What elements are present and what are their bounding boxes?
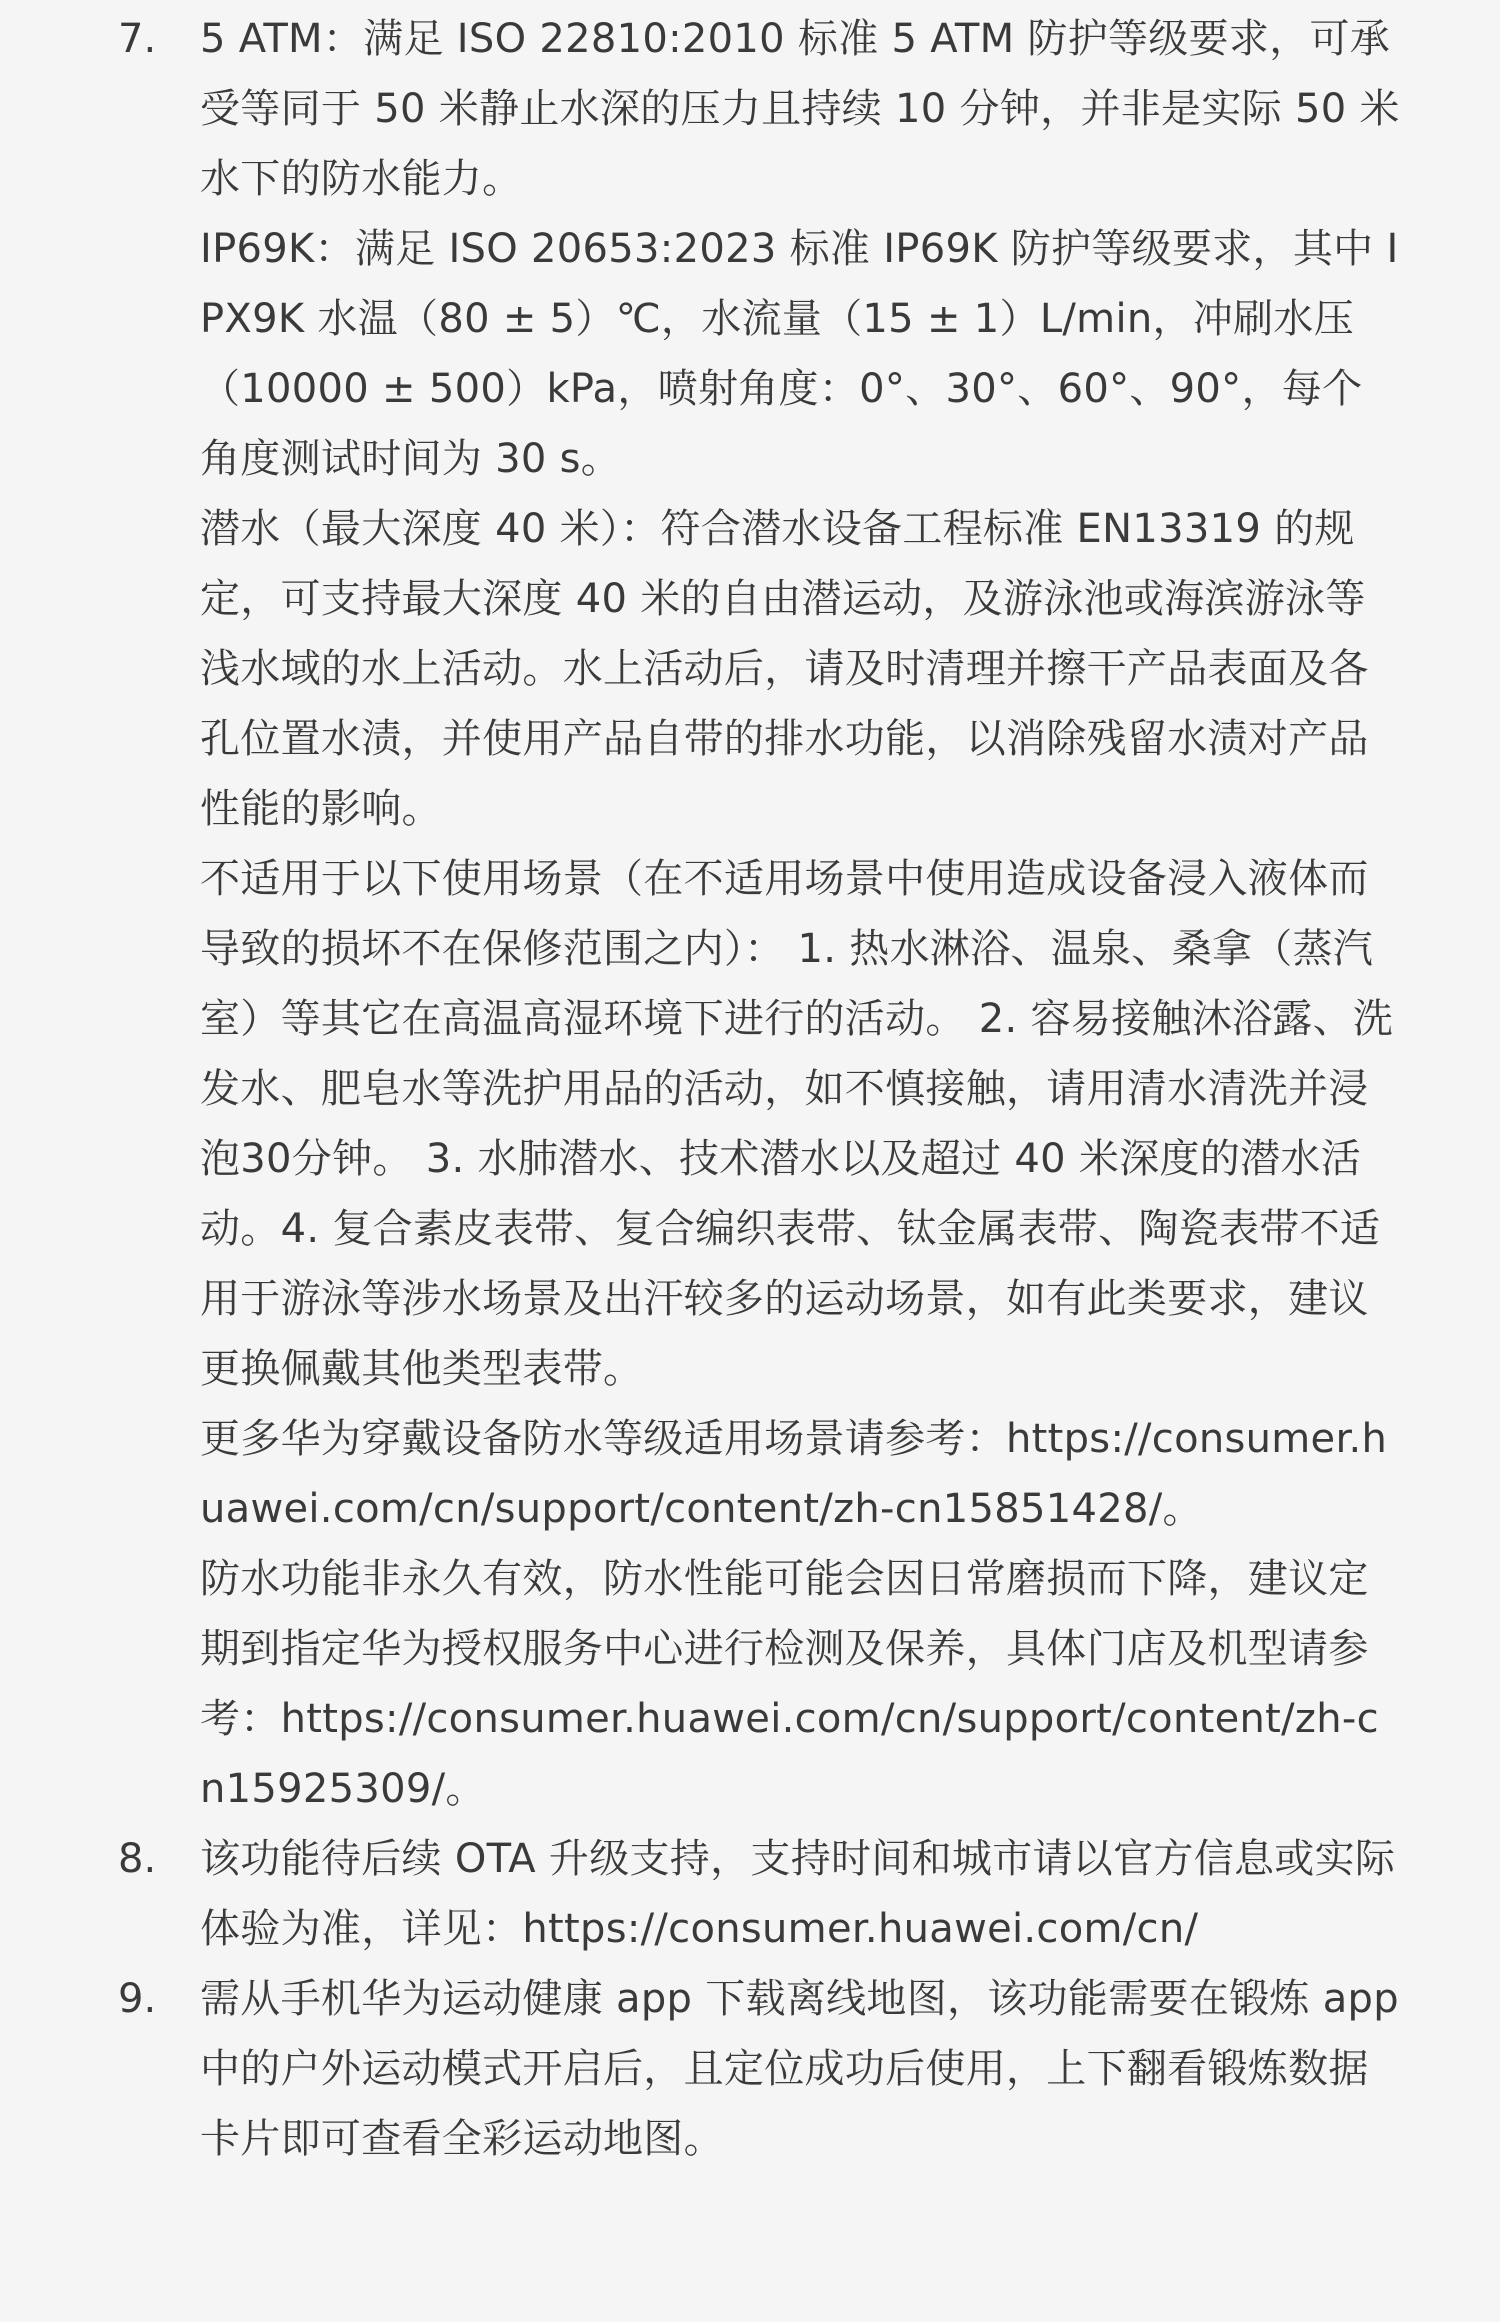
- footnote-paragraph-diving: 潜水（最大深度 40 米）：符合潜水设备工程标准 EN13319 的规定，可支持最大深度 40 米的自由潜运动，及游泳池或海滨游泳等浅水域的水上活动。水上活动后，请及时清理并擦干产品表面及各孔位置水渍，并使用产品自带的排水功能，以消除残留水渍对产品性能的影响。: [200, 506, 1369, 832]
- footnote-paragraph-ip69k: IP69K：满足 ISO 20653:2023 标准 IP69K 防护等级要求，其中 IPX9K 水温（80 ± 5）℃，水流量（15 ± 1）L/min，冲刷水压（10000 ± 500）kPa，喷射角度：0°、30°、60°、90°，每个角度测试时间为 30 s。: [200, 226, 1399, 482]
- footnote-list: [0, 4, 1500, 2174]
- footnote-paragraph-offline-map: 需从手机华为运动健康 app 下载离线地图，该功能需要在锻炼 app 中的户外运动模式开启后，且定位成功后使用，上下翻看锻炼数据卡片即可查看全彩运动地图。: [200, 1976, 1399, 2162]
- footnote-9: [0, 1964, 1500, 2174]
- footnote-paragraph-ota[interactable]: 该功能待后续 OTA 升级支持，支持时间和城市请以官方信息或实际体验为准，详见：https://consumer.huawei.com/cn/: [200, 1836, 1396, 1952]
- footnote-paragraph-5atm: 5 ATM：满足 ISO 22810:2010 标准 5 ATM 防护等级要求，可承受等同于 50 米静止水深的压力且持续 10 分钟，并非是实际 50 米水下的防水能力。: [200, 16, 1400, 202]
- footnote-paragraph-unsuitable-scenarios: 不适用于以下使用场景（在不适用场景中使用造成设备浸入液体而导致的损坏不在保修范围之内）： 1. 热水淋浴、温泉、桑拿（蒸汽室）等其它在高温高湿环境下进行的活动。 2. 容易接触沐浴露、洗发水、肥皂水等洗护用品的活动，如不慎接触，请用清水清洗并浸泡30分钟。 3. 水肺潜水、技术潜水以及超过 40 米深度的潜水活动。4. 复合素皮表带、复合编织表带、钛金属表带、陶瓷表带不适用于游泳等涉水场景及出汗较多的运动场景，如有此类要求，建议更换佩戴其他类型表带。: [200, 856, 1394, 1392]
- footnote-number: 7.: [118, 16, 157, 62]
- footnote-7: [0, 4, 1500, 1824]
- footnote-8: [0, 1824, 1500, 1964]
- footnote-number: 9.: [118, 1976, 157, 2022]
- footnote-number: 8.: [118, 1836, 157, 1882]
- footnote-paragraph-more-info-link[interactable]: 更多华为穿戴设备防水等级适用场景请参考：https://consumer.huawei.com/cn/support/content/zh-cn15851428/。: [200, 1416, 1388, 1532]
- footnote-paragraph-maintenance-link[interactable]: 防水功能非永久有效，防水性能可能会因日常磨损而下降，建议定期到指定华为授权服务中心进行检测及保养，具体门店及机型请参考：https://consumer.huawei.com/cn/support/content/zh-cn15925309/。: [200, 1556, 1379, 1812]
